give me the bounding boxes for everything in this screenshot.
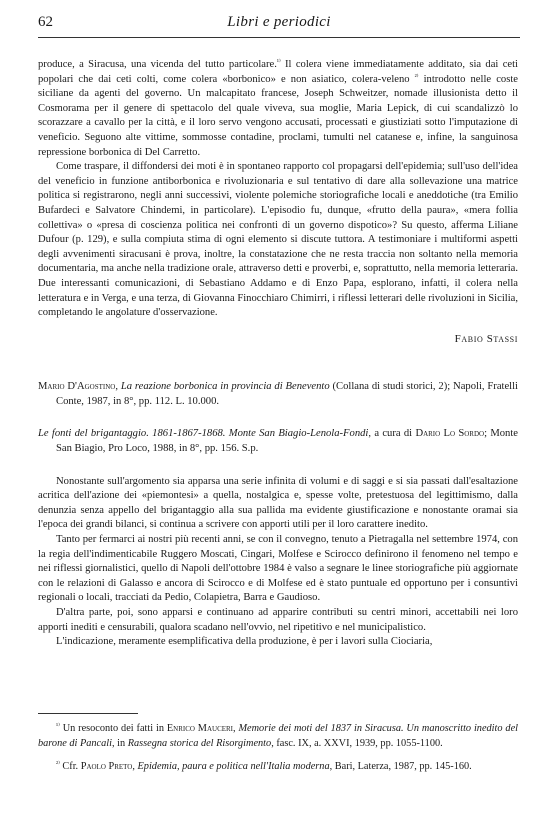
footnote-ref-1[interactable]: ¹⁾ <box>276 58 281 66</box>
footnote-ref-2[interactable]: ²⁾ <box>414 72 419 81</box>
review2-paragraph-1: Nonostante sull'argomento sia apparsa una serie infinita di volumi e di saggi e si sia passati dall'esaltazione acritica dell'azione dei «piemontesi» a quella, nostalgica e, spesse volte, pretestuosa del legittimismo, dalla denunzia senza appello del brigantaggio alla sua pallida ma evidente giustificazione e nonostante oramai sia l'epoca dei grandi bilanci, si continua a scrivere con apporti utili per il loro carattere inedito. <box>38 475 518 531</box>
footnote-1: $^{^{1)}}$ Un resoconto dei fatti in Enrico Mauceri, Memorie dei moti del 1837 in Siracusa. Un manoscritto inedito del barone di Pancali, in Rassegna storica del Risorgimento, fasc. IX, a. XXVI, 1939, pp. 1055-1100. <box>38 722 518 749</box>
review1-paragraph-1: produce, a Siracusa, una vicenda del tutto particolare.$^{^{1)}}$ Il colera viene immediatamente additato, sia dai ceti popolari che dai ceti colti, come colera «borbonico» e non asiatico, colera-veleno $^{^{2)}}$ introdotto nelle coste siciliane da agenti del governo. Un malcapitato francese, Joseph Schweitzer, nomade illusionista detto il Cosmorama per il genere di spettacolo del quale viveva, sua moglie, Maria Lepick, di cui scandalizzò lo scorazzare a cavallo per la città, e il loro servo vengono accusati, processati e giustiziati sotto l'imputazione di veneficio. Seguono alte vittime, sommosse contadine, proclami, tumulti nel catanese e, infine, la sanguinosa repressione borbonica di Del Carretto. <box>38 58 518 158</box>
editor-name: Dario Lo Sordo <box>415 428 485 440</box>
page-header <box>38 14 520 36</box>
page-number: 62 <box>38 14 53 30</box>
bibliographic-entry-1: Mario D'Agostino, La reazione borbonica in provincia di Benevento (Collana di studi storici, 2); Napoli, Fratelli Conte, 1987, in 8°, pp. 112. L. 10.000. <box>38 381 518 407</box>
author-name: Mario D'Agostino <box>38 381 116 393</box>
review2-paragraph-3: D'altra parte, poi, sono apparsi e continuano ad apparire contributi su centri minori, accettabili nei loro apporti inediti e censurabili, qualora scadano nell'ovvio, nel ripetitivo e nel municipalistico. <box>38 607 518 633</box>
footnote-2: $^{^{2)}}$ Cfr. Paolo Preto, Epidemia, paura e politica nell'Italia moderna, Bari, Laterza, 1987, pp. 145-160. <box>56 760 472 773</box>
header-rule <box>38 37 520 38</box>
bibliographic-entry-2: Le fonti del brigantaggio. 1861-1867-1868. Monte San Biagio-Lenola-Fondi, a cura di Dario Lo Sordo; Monte San Biagio, Pro Loco, 1988, in 8°, pp. 156. S.p. <box>38 428 518 455</box>
running-title: Libri e periodici <box>227 14 331 30</box>
review2-paragraph-4: L'indicazione, meramente esemplificativa della produzione, è per i lavori sulla Ciociaria, <box>56 636 433 648</box>
book-title: La reazione borbonica in provincia di Benevento <box>120 381 330 393</box>
review-signature: Fabio Stassi <box>454 332 518 345</box>
review1-paragraph-2: Come traspare, il diffondersi dei moti è in spontaneo rapporto col propagarsi dell'epidemia; sull'uso dell'idea del veneficio in funzione antiborbonica e rivoluzionaria e sul tentativo di dare alla sollevazione una matrice politica si registrarono, negli anni successivi, violente polemiche storiografiche locali e aneddotiche (tra Emilio Bufardeci e Salvatore Chindemi, in particolare). L'episodio fu, dunque, «frutto della paura», «mera follia collettiva» o «presa di coscienza politica nei confronti di un governo dispotico»? Su questo, afferma Liliane Dufour (p. 129), e sulla compiuta stima di ogni elemento si discute tuttora. A testimoniare i multiformi aspetti degli avvenimenti siracusani è prova, inoltre, la constatazione che ne resta traccia non soltanto nella memoria documentaria, ma anche nella tradizione orale, attraverso detti e proverbi, e, soprattutto, nella memoria letteraria. Due interessanti comunicazioni, di Sebastiano Addamo e di Enzo Papa, esplorano, infatti, il colera nella letteratura e in Verga, e una terza, di Giovanna Finocchiaro Chimirri, i riflessi letterari delle rivoluzioni in Sicilia, completando le angolature d'osservazione. <box>38 161 518 319</box>
review2-paragraph-2: Tanto per fermarci ai nostri più recenti anni, se con il convegno, tenuto a Pietragalla nel settembre 1974, con la regia dell'indimenticabile Ruggero Moscati, Cingari, Molfese e Scirocco definirono il fenomeno nel tempo e nei riflessi giornalistici, quello di Napoli dell'ottobre 1984 è valso a segnare le linee storiografiche più aggiornate con le relazioni di Galasso e ancora di Scirocco e di Molfese ed è stato puntuale ed opportuno per i consuntivi regionali o locali, tracciati da Pedio, Colapietra, Barra e Gaudioso. <box>38 534 518 604</box>
footnotes <box>38 722 518 784</box>
footnote-rule <box>38 713 138 714</box>
book-title: Le fonti del brigantaggio. 1861-1867-1868. Monte San Biagio-Lenola-Fondi <box>38 428 369 440</box>
main-text <box>38 58 518 650</box>
